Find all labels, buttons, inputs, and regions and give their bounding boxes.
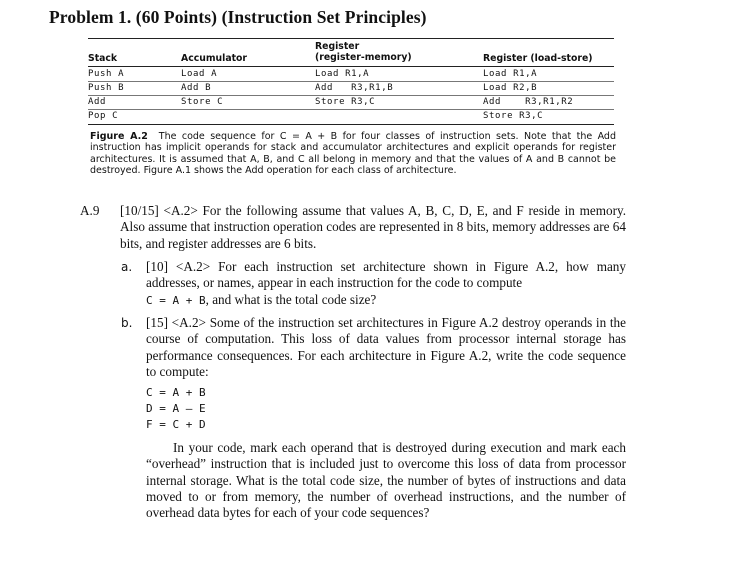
figure-label: Figure A.2 [90,131,148,142]
cell-loadstore-3: Store R3,C [483,111,544,121]
cell-stack-0: Push A [88,69,125,79]
equation-1: C = A + B [146,386,206,399]
cell-regmem-2: Store R3,C [315,97,376,107]
row-rule [88,81,614,82]
cell-regmem-1: Add R3,R1,B [315,83,394,93]
problem-title: Problem 1. (60 Points) (Instruction Set Principles) [49,7,427,27]
cell-stack-2: Add [88,97,107,107]
part-b-text: [15] <A.2> Some of the instruction set architectures in Figure A.2 destroy operands in the course of computation. This loss of data values from processor internal storage has performance consequences. For each architecture in Figure A.2, write the code sequence to compute: [146,315,626,379]
exercise-number: A.9 [80,203,100,218]
cell-stack-3: Pop C [88,111,119,121]
cell-accumulator-1: Add B [181,83,212,93]
part-a-text [146,259,626,309]
exercise-intro: [10/15] <A.2> For the following assume that values A, B, C, D, E, and F reside in memory. Also assume that instruction operation codes are represented in 8 bits, memory addresses are 64 bits, and register addresses are 6 bits. [120,203,626,251]
part-a-code: C = A + B [146,293,206,307]
part-b-label: b. [121,316,133,330]
table-bottom-rule [88,124,614,125]
part-a-label: a. [121,260,133,274]
cell-loadstore-1: Load R2,B [483,83,538,93]
figure-caption [90,131,616,177]
cell-accumulator-2: Store C [181,97,224,107]
row-rule [88,95,614,96]
table-top-rule [88,38,614,39]
header-rule [88,66,614,67]
cell-loadstore-0: Load R1,A [483,69,538,79]
cell-loadstore-2: Add R3,R1,R2 [483,97,574,107]
cell-regmem-0: Load R1,A [315,69,370,79]
header-register-memory-line1: Register [315,41,360,52]
header-accumulator: Accumulator [181,53,248,64]
cell-stack-1: Push B [88,83,125,93]
part-a-text-before: [10] <A.2> For each instruction set architecture shown in Figure A.2, how many addresses, or names, appear in each instruction for the code to compute [146,259,626,291]
header-register-memory-line2: (register-memory) [315,52,412,63]
part-b-followup: In your code, mark each operand that is destroyed during execution and mark each “overhead” instruction that is included just to overcome this loss of data from processor internal storage. What is the total code size, the number of bytes of instructions and data moved to or from memory, the number of overhead instructions, and the number of overhead data bytes for each of your code sequences? [146,440,626,521]
part-a-text-after: , and what is the total code size? [205,291,377,307]
header-stack: Stack [88,53,118,64]
equation-2: D = A – E [146,402,206,415]
figure-caption-text: The code sequence for C = A + B for four classes of instruction sets. Note that the Add instruction has implicit operands for stack and accumulator architectures and explicit operands for register architectures. It is assumed that A, B, and C all belong in memory and that the values of A and B cannot be destroyed. Figure A.1 shows the Add operation for each class of architecture. [90,131,616,177]
cell-accumulator-0: Load A [181,69,218,79]
header-register-load-store: Register (load-store) [483,53,593,64]
row-rule [88,109,614,110]
equation-3: F = C + D [146,418,206,431]
